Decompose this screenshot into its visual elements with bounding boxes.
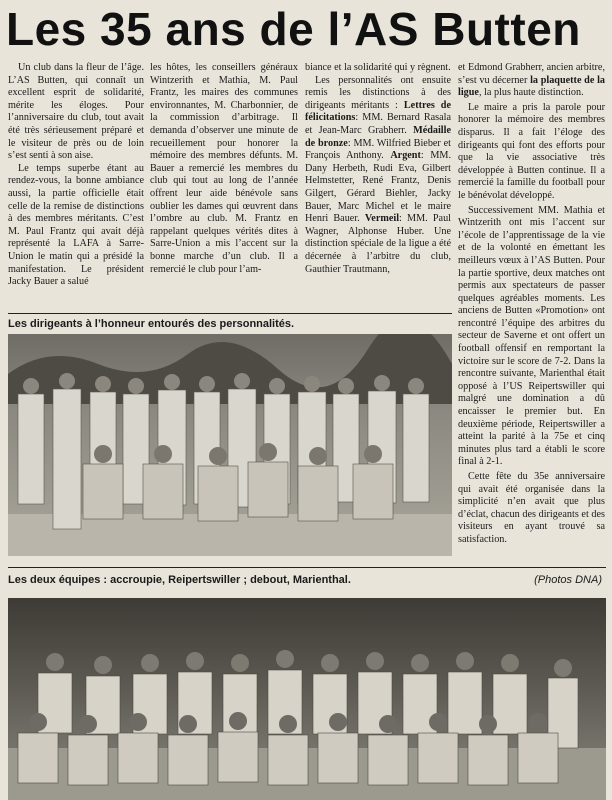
- award-text: : MM. Dany Herbeth, Rudi Eva, Gilbert Helmstetter, René Frantz, Denis Gilgert, Gérard Biehler, Jacky Bauer, Marc Michel et le maire Henri Bauer.: [305, 150, 451, 225]
- award-text: : MM. Bernard Rasala et Jean-Marc Grabherr.: [305, 112, 451, 136]
- paragraph: Un club dans la fleur de l’âge. L’AS Butten, qui connaît un excellent esprit de solidarité, mérite les éloges. Pour l’anniversaire du club, tout avait été très sérieusement préparé et le visiteur de près ou de loin s’est senti à son aise.: [8, 62, 144, 162]
- award-text: : MM. Paul Wagner, Alphonse Huber. Une distinction spéciale de la ligue a été décernée à l’arbitre du club, Gauthier Trautmann,: [305, 213, 451, 275]
- text: , la plus haute distinction.: [478, 87, 584, 99]
- paragraph: Cette fête du 35e anniversaire qui avait été organisée dans la simplicité n’en avait que plus d’éclat, chacun des dirigeants et des visiteurs en ayant trouvé sa satisfaction.: [458, 471, 605, 545]
- photo-caption-2: Les deux équipes : accroupie, Reipertswiller ; debout, Marienthal.: [8, 574, 351, 586]
- award-label: Lettres de félicitations: [305, 99, 451, 124]
- photo-caption-1: Les dirigeants à l’honneur entourés des personnalités.: [8, 318, 295, 330]
- paragraph: [458, 62, 605, 100]
- plaque-label: la plaquette de la ligue: [458, 74, 605, 99]
- article-column-2: [150, 62, 298, 310]
- paragraph: [305, 75, 451, 277]
- paragraph: Successivement MM. Mathia et Wintzerith ont mis l’accent sur l’école de l’apprentissage de la vie et de la volonté en émettant les meilleurs vœux à l’AS Butten. Pour la partie sportive, deux matches ont permis aux spectateurs de passer quelques agréables moments. Les anciens de Butten «Promotion» ont rencontré l’équipe des arbitres du secteur de Saverne et ont offert un football offensif en remportant la victoire sur le score de 7-2. Dans la rencontre suivante, Marienthal était opposé à l’US Reipertswiller qui malgré une domination a dû encaisser le premier but. En deuxième période, Reipertswiller a atteint la parité à la 75e et cinq minutes plus tard a établi le score final à 2-1.: [458, 204, 605, 468]
- photo-teams: [8, 598, 606, 800]
- text: et Edmond Grabherr, ancien arbitre, s’est vu décerner: [458, 62, 605, 86]
- award-text: : MM. Wilfried Bieber et François Anthony.: [305, 137, 451, 162]
- paragraph: Le maire a pris la parole pour honorer la mémoire des membres disparus. Il a fait l’éloge des dirigeants qui font des efforts pour que la vie associative très développée à Butten continue. Il a remercié la famille du football pour le bénévolat développé.: [458, 101, 605, 201]
- award-label: Médaille de bronze: [305, 124, 451, 149]
- article-column-1: [8, 62, 144, 310]
- photo-officials: [8, 334, 452, 556]
- paragraph: les hôtes, les conseillers généraux Wintzerith et Mathia, M. Paul Frantz, les maires des communes environnantes, M. Charbonnier, de la commission d’arbitrage. Il demanda d’observer une minute de recueillement pour honorer la mémoire des membres défunts. M. Bauer a remercié les membres du club qui tout au long de l’année offrent leur aide bénévole sans oublier les dames qui œuvrent dans l’ombre au club. M. Frantz en rappelant quelques vérités dites à Sarre-Union a mis l’accent sur la bonne marche d’un club. Il a remercié le club pour l’am-: [150, 62, 298, 275]
- article-column-3: [305, 62, 451, 310]
- paragraph: biance et la solidarité qui y règnent.: [305, 62, 451, 73]
- award-label: Argent: [390, 150, 421, 162]
- photo-credit: (Photos DNA): [534, 574, 602, 586]
- divider: [8, 567, 606, 568]
- divider: [8, 313, 452, 314]
- awards-intro: Les personnalités ont ensuite remis les distinctions à des dirigeants méritants :: [305, 74, 451, 111]
- headline: Les 35 ans de l’AS Butten: [6, 3, 581, 55]
- article-column-4: [458, 62, 605, 572]
- paragraph: Le temps superbe étant au rendez-vous, la bonne ambiance aussi, la partie officielle était celle de la remise de distinctions à des membres méritants. C’est M. Paul Frantz qui avait déjà représenté la LAFA à Sarre-Union le matin qui a présidé la manifestation. Le président Jacky Bauer a salué: [8, 162, 144, 288]
- award-label: Vermeil: [364, 213, 400, 225]
